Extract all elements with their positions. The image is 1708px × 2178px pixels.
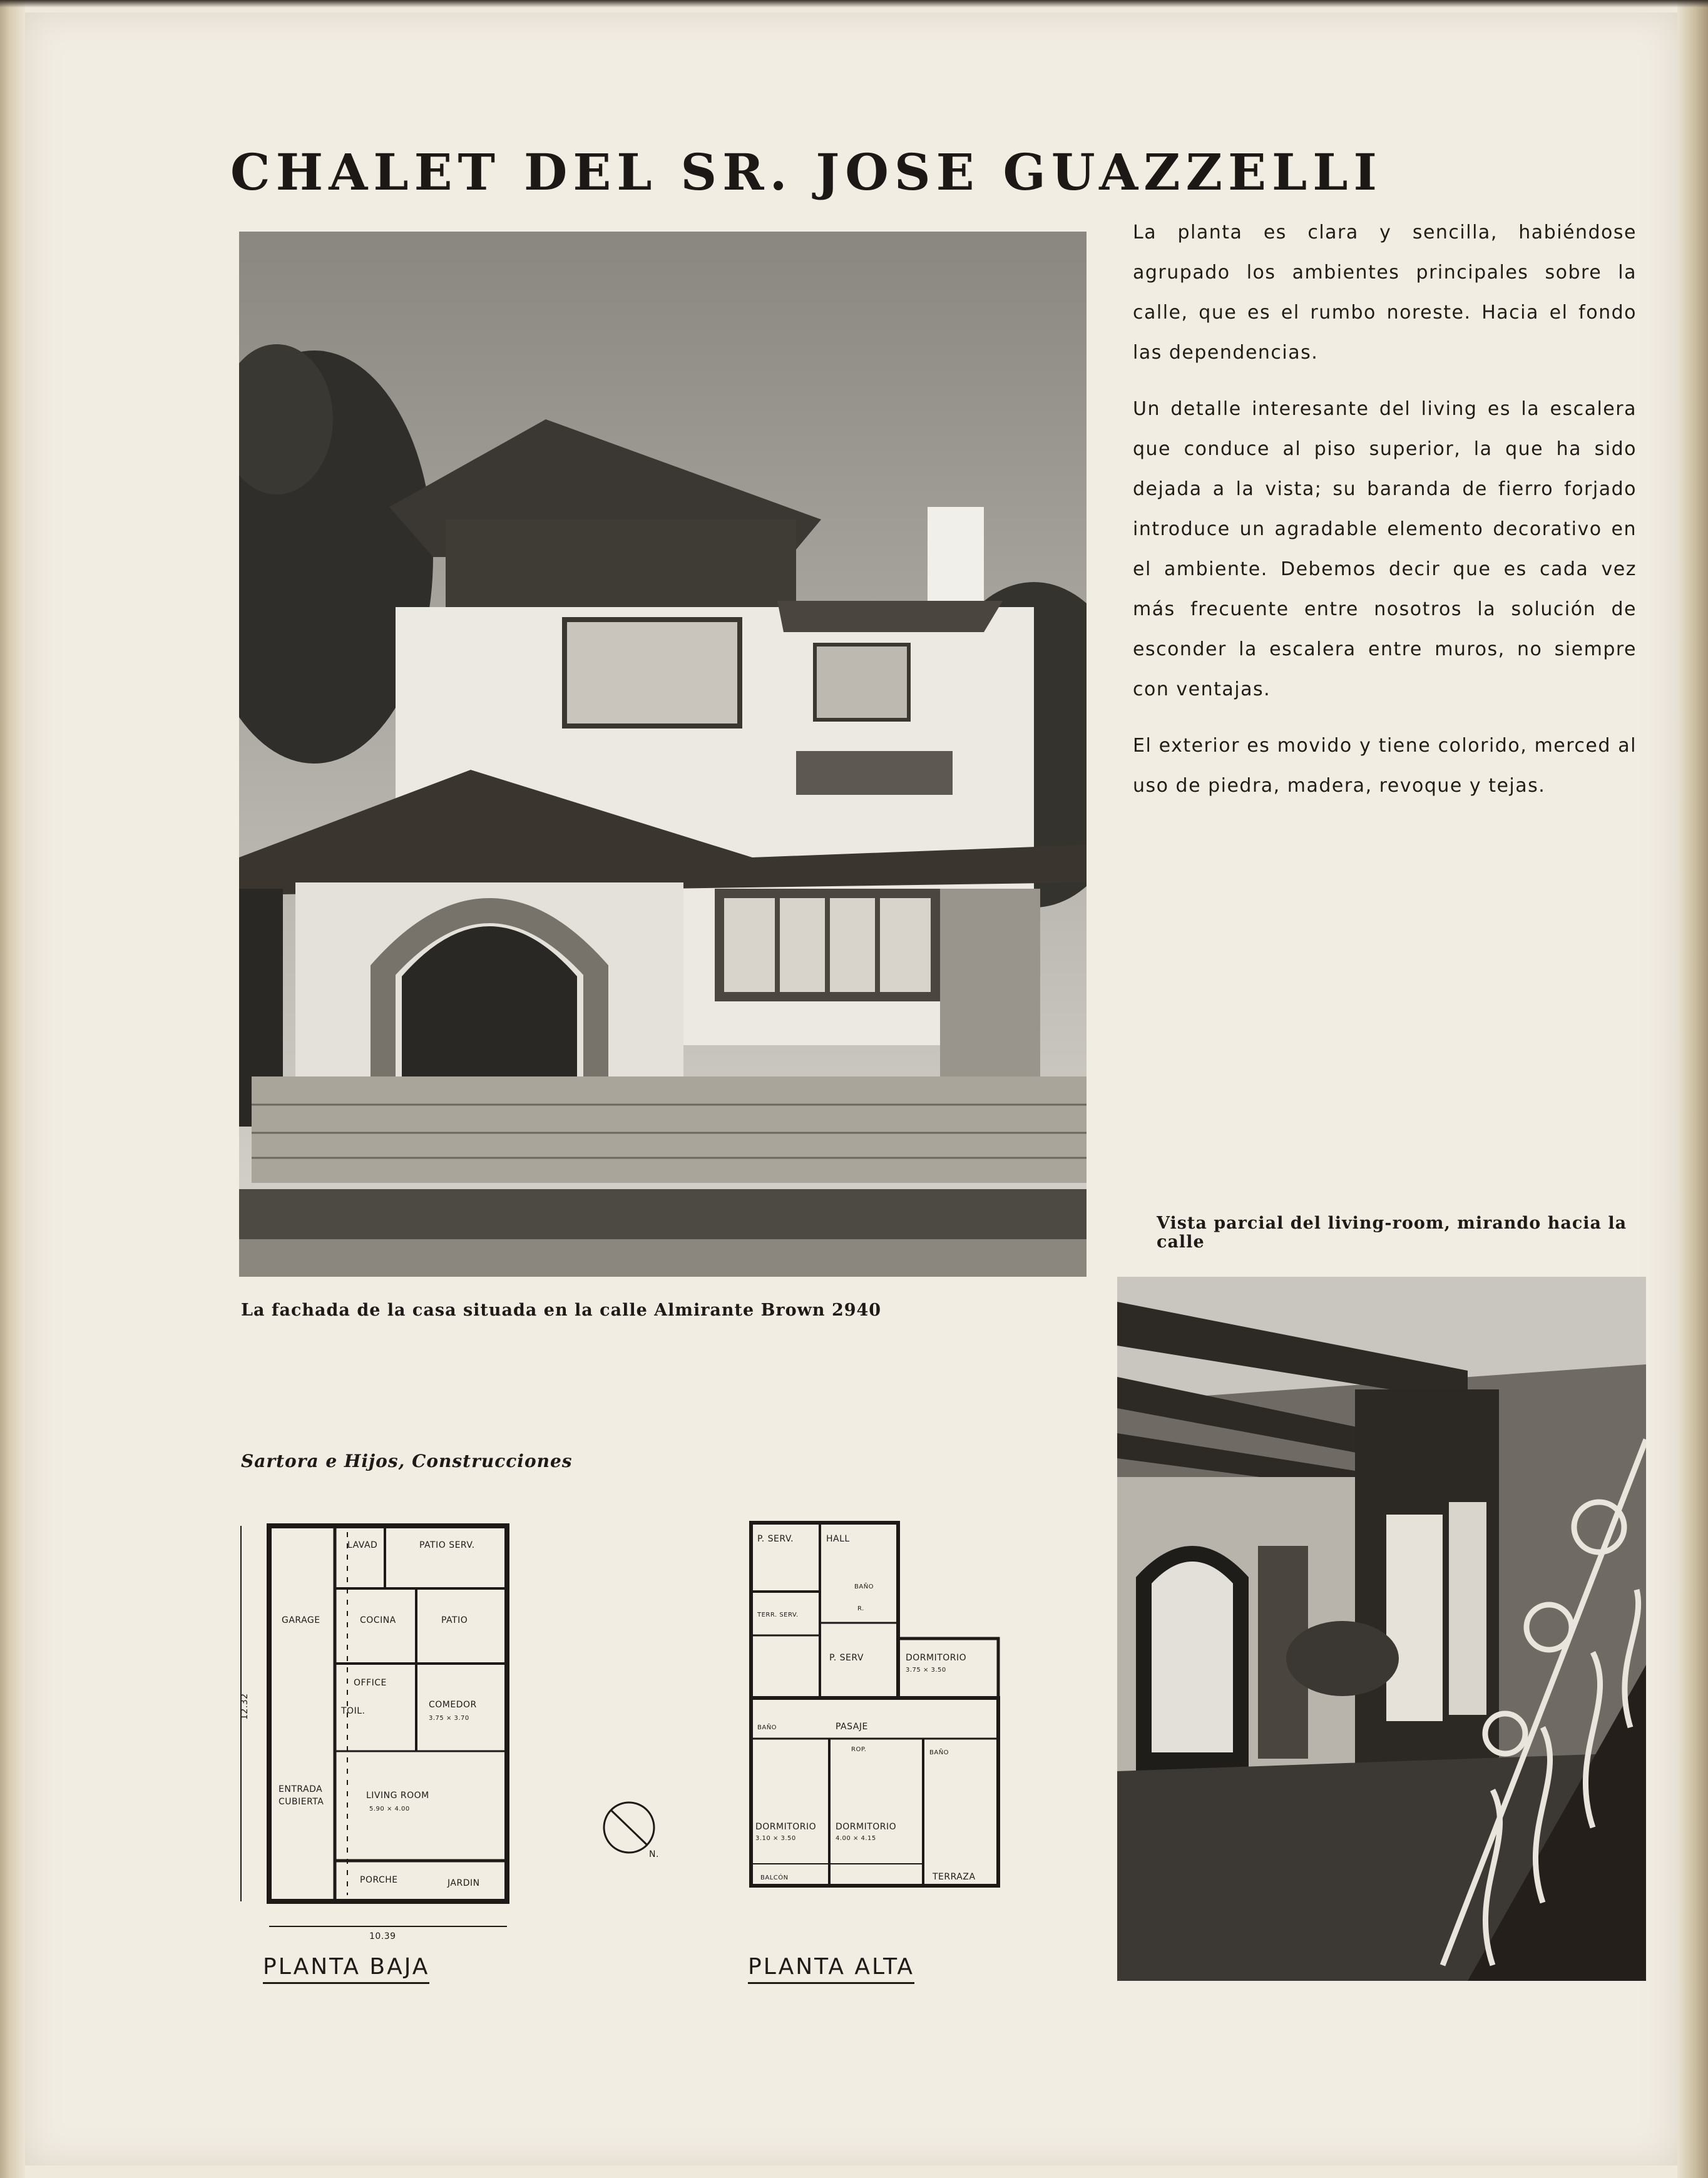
room-dormitorio-1: DORMITORIO (906, 1653, 967, 1663)
room-r: R. (857, 1605, 864, 1612)
room-toil: TOIL. (341, 1706, 366, 1716)
living-room-photo (1117, 1277, 1646, 1981)
north-arrow-icon (598, 1799, 667, 1862)
room-hall: HALL (826, 1534, 850, 1544)
room-pasaje: PASAJE (836, 1722, 868, 1732)
facade-caption: La fachada de la casa situada en la calle Almirante Brown 2940 (241, 1301, 882, 1320)
page-title: CHALET DEL SR. JOSE GUAZZELLI (230, 143, 1383, 202)
floor-plan-upper (742, 1513, 1005, 1914)
construction-credit: Sartora e Hijos, Construcciones (241, 1451, 573, 1471)
room-dormitorio-2: DORMITORIO (755, 1822, 817, 1832)
room-patio-serv: PATIO SERV. (419, 1540, 475, 1550)
article-body (1133, 213, 1637, 822)
room-bano-3: BAÑO (929, 1749, 949, 1756)
room-patio: PATIO (441, 1615, 468, 1625)
room-comedor-dim: 3.75 × 3.70 (429, 1715, 469, 1722)
room-bano-1: BAÑO (854, 1583, 874, 1590)
room-p-serv-1: P. SERV. (757, 1534, 794, 1544)
paragraph-3: El exterior es movido y tiene colorido, merced al uso de piedra, madera, revoque y tejas. (1133, 735, 1637, 797)
plan-label-ground: PLANTA BAJA (263, 1954, 429, 1984)
floor-plan-ground (228, 1513, 554, 1945)
paragraph-2: Un detalle interesante del living es la escalera que conduce al piso superior, la que ha sido dejada a la vista; su baranda de fierro forjado introduce un agradable elemento decorativo en el ambiente. Debemos decir que es cada vez más frecuente entre nosotros la solución de esconder la escalera entre muros, no siempre con ventajas. (1133, 398, 1637, 700)
room-dormitorio-3: DORMITORIO (836, 1822, 897, 1832)
room-terraza: TERRAZA (933, 1872, 976, 1882)
room-living: LIVING ROOM (366, 1791, 429, 1801)
room-rop: ROP. (851, 1746, 867, 1753)
room-entrada: ENTRADA (279, 1784, 323, 1794)
room-garage: GARAGE (282, 1615, 320, 1625)
top-edge-shadow (0, 0, 1708, 8)
paragraph-1: La planta es clara y sencilla, habiéndose agrupado los ambientes principales sobre la calle, que es el rumbo noreste. Hacia el fondo las dependencias. (1133, 222, 1637, 364)
dim-depth: 12.32 (240, 1693, 250, 1720)
room-bano-2: BAÑO (757, 1724, 777, 1731)
living-room-caption: Vista parcial del living-room, mirando hacia la calle (1157, 1214, 1627, 1252)
room-jardin: JARDIN (447, 1878, 480, 1888)
book-page-edge-right (1677, 0, 1708, 2178)
room-comedor: COMEDOR (429, 1700, 477, 1710)
facade-photo (239, 232, 1087, 1277)
room-office: OFFICE (354, 1678, 387, 1688)
room-dormitorio-2-dim: 3.10 × 3.50 (755, 1835, 796, 1842)
room-p-serv-2: P. SERV (829, 1653, 864, 1663)
room-dormitorio-3-dim: 4.00 × 4.15 (836, 1835, 876, 1842)
plan-label-upper: PLANTA ALTA (748, 1954, 914, 1984)
room-porche: PORCHE (360, 1875, 398, 1885)
room-lavad: LAVAD (347, 1540, 378, 1550)
room-cocina: COCINA (360, 1615, 396, 1625)
room-dormitorio-1-dim: 3.75 × 3.50 (906, 1667, 946, 1674)
dim-width: 10.39 (369, 1931, 396, 1941)
room-living-dim: 5.90 × 4.00 (369, 1806, 410, 1812)
compass-label: N. (649, 1849, 659, 1859)
room-balcon: BALCÓN (760, 1874, 789, 1881)
room-terr-serv: TERR. SERV. (757, 1612, 799, 1618)
room-cubierta: CUBIERTA (279, 1797, 324, 1807)
book-spine-left (0, 0, 25, 2178)
